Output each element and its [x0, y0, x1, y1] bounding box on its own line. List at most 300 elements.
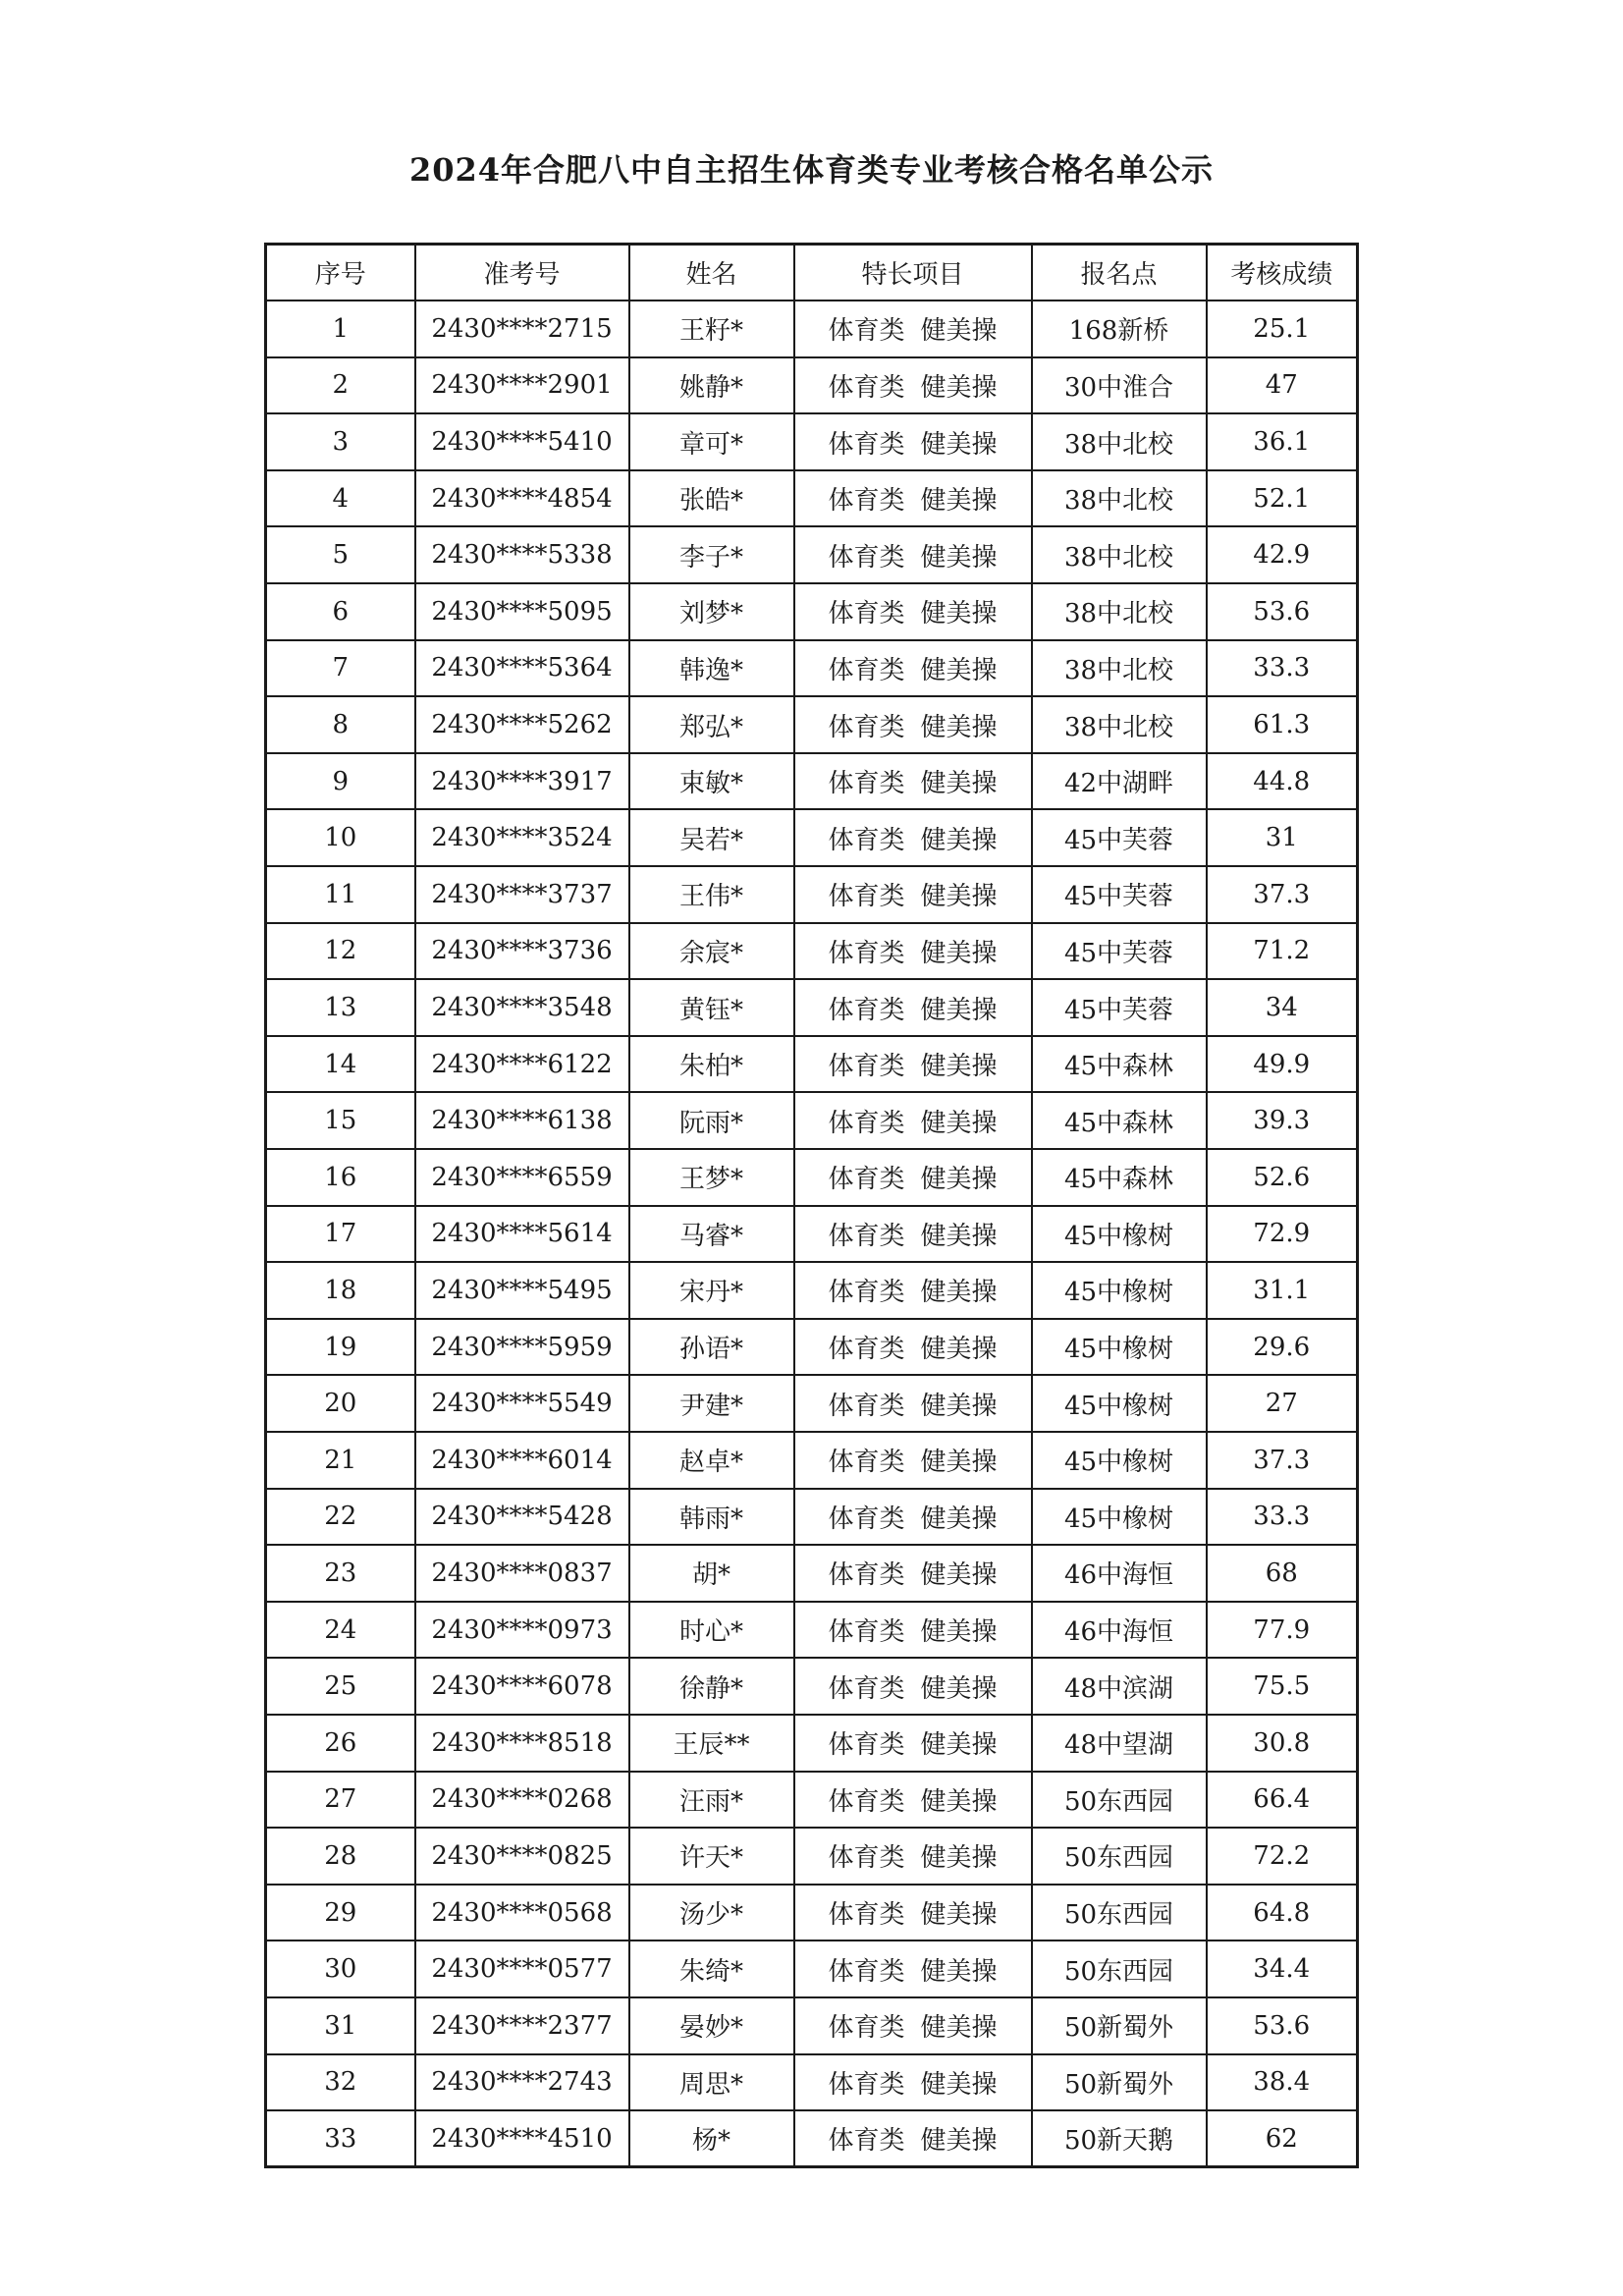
specialty-category: 体育类 — [828, 995, 905, 1025]
cell-specialty — [794, 640, 1032, 697]
cell-seq: 27 — [266, 1772, 415, 1829]
cell-seq: 13 — [266, 979, 415, 1036]
cell-specialty — [794, 1941, 1032, 1997]
specialty-event: 健美操 — [920, 1956, 998, 1987]
cell-exam-id: 2430****3736 — [415, 923, 629, 980]
cell-name: 吴若* — [629, 809, 794, 866]
cell-exam-id: 2430****5495 — [415, 1262, 629, 1319]
cell-site: 30中淮合 — [1032, 357, 1207, 414]
cell-score: 27 — [1207, 1375, 1358, 1432]
cell-site: 38中北校 — [1032, 696, 1207, 753]
cell-seq: 17 — [266, 1206, 415, 1263]
specialty-event: 健美操 — [920, 542, 998, 573]
specialty-category: 体育类 — [828, 486, 905, 517]
cell-specialty — [794, 526, 1032, 583]
cell-exam-id: 2430****3548 — [415, 979, 629, 1036]
header-seq: 序号 — [266, 245, 415, 301]
specialty-event: 健美操 — [920, 712, 998, 742]
cell-site: 50东西园 — [1032, 1772, 1207, 1829]
cell-site: 45中森林 — [1032, 1149, 1207, 1206]
table-row — [266, 640, 1358, 697]
specialty-event: 健美操 — [920, 1673, 998, 1704]
specialty-category: 体育类 — [828, 1786, 905, 1817]
cell-specialty — [794, 413, 1032, 470]
cell-exam-id: 2430****6122 — [415, 1036, 629, 1093]
specialty-event: 健美操 — [920, 1786, 998, 1817]
specialty-category: 体育类 — [828, 1108, 905, 1138]
table-row — [266, 526, 1358, 583]
cell-site: 38中北校 — [1032, 470, 1207, 527]
cell-exam-id: 2430****2901 — [415, 357, 629, 414]
specialty-category: 体育类 — [828, 1956, 905, 1987]
cell-specialty — [794, 1772, 1032, 1829]
cell-specialty — [794, 2054, 1032, 2111]
cell-exam-id: 2430****0837 — [415, 1545, 629, 1602]
specialty-event: 健美操 — [920, 2013, 998, 2044]
cell-site: 50新蜀外 — [1032, 1997, 1207, 2054]
cell-site: 45中橡树 — [1032, 1432, 1207, 1489]
specialty-category: 体育类 — [828, 1052, 905, 1082]
specialty-event: 健美操 — [920, 1560, 998, 1591]
cell-name: 宋丹* — [629, 1262, 794, 1319]
cell-site: 45中芙蓉 — [1032, 866, 1207, 923]
specialty-event: 健美操 — [920, 1900, 998, 1931]
table-row — [266, 1545, 1358, 1602]
cell-specialty — [794, 1602, 1032, 1659]
header-name: 姓名 — [629, 245, 794, 301]
table-row — [266, 583, 1358, 640]
cell-specialty — [794, 1545, 1032, 1602]
specialty-category: 体育类 — [828, 1335, 905, 1365]
table-row — [266, 979, 1358, 1036]
cell-specialty — [794, 357, 1032, 414]
cell-name: 王伟* — [629, 866, 794, 923]
specialty-category: 体育类 — [828, 938, 905, 968]
cell-site: 45中芙蓉 — [1032, 923, 1207, 980]
cell-seq: 11 — [266, 866, 415, 923]
specialty-category: 体育类 — [828, 769, 905, 799]
cell-score: 33.3 — [1207, 640, 1358, 697]
specialty-event: 健美操 — [920, 938, 998, 968]
cell-score: 37.3 — [1207, 866, 1358, 923]
cell-exam-id: 2430****0268 — [415, 1772, 629, 1829]
cell-specialty — [794, 301, 1032, 357]
cell-site: 38中北校 — [1032, 413, 1207, 470]
cell-exam-id: 2430****5959 — [415, 1319, 629, 1376]
cell-specialty — [794, 1092, 1032, 1149]
cell-name: 张皓* — [629, 470, 794, 527]
cell-exam-id: 2430****0825 — [415, 1828, 629, 1885]
table-row — [266, 2054, 1358, 2111]
specialty-event: 健美操 — [920, 769, 998, 799]
table-row — [266, 1997, 1358, 2054]
cell-score: 53.6 — [1207, 583, 1358, 640]
specialty-event: 健美操 — [920, 1503, 998, 1534]
table-row — [266, 1375, 1358, 1432]
specialty-event: 健美操 — [920, 882, 998, 912]
cell-name: 许天* — [629, 1828, 794, 1885]
table-row — [266, 1262, 1358, 1319]
cell-score: 47 — [1207, 357, 1358, 414]
cell-seq: 32 — [266, 2054, 415, 2111]
cell-score: 36.1 — [1207, 413, 1358, 470]
table-row — [266, 470, 1358, 527]
cell-seq: 5 — [266, 526, 415, 583]
cell-exam-id: 2430****5338 — [415, 526, 629, 583]
cell-score: 61.3 — [1207, 696, 1358, 753]
cell-exam-id: 2430****4854 — [415, 470, 629, 527]
cell-name: 杨* — [629, 2110, 794, 2167]
cell-specialty — [794, 1885, 1032, 1941]
specialty-event: 健美操 — [920, 1052, 998, 1082]
cell-site: 45中芙蓉 — [1032, 979, 1207, 1036]
cell-specialty — [794, 1997, 1032, 2054]
cell-specialty — [794, 1206, 1032, 1263]
cell-score: 31 — [1207, 809, 1358, 866]
cell-score: 77.9 — [1207, 1602, 1358, 1659]
cell-name: 汤少* — [629, 1885, 794, 1941]
specialty-category: 体育类 — [828, 1391, 905, 1421]
specialty-category: 体育类 — [828, 655, 905, 685]
cell-name: 韩逸* — [629, 640, 794, 697]
specialty-event: 健美操 — [920, 1843, 998, 1874]
cell-specialty — [794, 1432, 1032, 1489]
table-row — [266, 1036, 1358, 1093]
cell-site: 45中橡树 — [1032, 1262, 1207, 1319]
cell-score: 30.8 — [1207, 1715, 1358, 1772]
cell-score: 52.6 — [1207, 1149, 1358, 1206]
cell-name: 马睿* — [629, 1206, 794, 1263]
specialty-category: 体育类 — [828, 1673, 905, 1704]
cell-site: 46中海恒 — [1032, 1602, 1207, 1659]
cell-exam-id: 2430****0973 — [415, 1602, 629, 1659]
cell-name: 余宸* — [629, 923, 794, 980]
table-row — [266, 1602, 1358, 1659]
cell-seq: 15 — [266, 1092, 415, 1149]
cell-seq: 26 — [266, 1715, 415, 1772]
cell-site: 50东西园 — [1032, 1828, 1207, 1885]
cell-exam-id: 2430****3917 — [415, 753, 629, 810]
cell-site: 45中森林 — [1032, 1092, 1207, 1149]
specialty-event: 健美操 — [920, 1730, 998, 1761]
cell-seq: 16 — [266, 1149, 415, 1206]
cell-site: 45中橡树 — [1032, 1489, 1207, 1546]
cell-seq: 1 — [266, 301, 415, 357]
cell-specialty — [794, 979, 1032, 1036]
cell-site: 50东西园 — [1032, 1941, 1207, 1997]
cell-seq: 22 — [266, 1489, 415, 1546]
specialty-category: 体育类 — [828, 542, 905, 573]
cell-seq: 9 — [266, 753, 415, 810]
cell-site: 50东西园 — [1032, 1885, 1207, 1941]
cell-score: 39.3 — [1207, 1092, 1358, 1149]
cell-name: 王梦* — [629, 1149, 794, 1206]
cell-name: 晏妙* — [629, 1997, 794, 2054]
cell-score: 34 — [1207, 979, 1358, 1036]
specialty-event: 健美操 — [920, 825, 998, 855]
table-row — [266, 1206, 1358, 1263]
cell-score: 49.9 — [1207, 1036, 1358, 1093]
cell-specialty — [794, 470, 1032, 527]
specialty-category: 体育类 — [828, 1843, 905, 1874]
cell-name: 孙语* — [629, 1319, 794, 1376]
cell-specialty — [794, 696, 1032, 753]
cell-seq: 25 — [266, 1658, 415, 1715]
cell-seq: 24 — [266, 1602, 415, 1659]
cell-site: 50新天鹅 — [1032, 2110, 1207, 2167]
results-table — [264, 243, 1359, 2168]
specialty-event: 健美操 — [920, 1617, 998, 1648]
specialty-event: 健美操 — [920, 372, 998, 403]
table-row — [266, 1885, 1358, 1941]
cell-exam-id: 2430****5614 — [415, 1206, 629, 1263]
table-row — [266, 1149, 1358, 1206]
specialty-category: 体育类 — [828, 372, 905, 403]
cell-exam-id: 2430****0577 — [415, 1941, 629, 1997]
specialty-event: 健美操 — [920, 1391, 998, 1421]
cell-specialty — [794, 583, 1032, 640]
cell-site: 45中橡树 — [1032, 1319, 1207, 1376]
cell-exam-id: 2430****2377 — [415, 1997, 629, 2054]
specialty-event: 健美操 — [920, 995, 998, 1025]
specialty-event: 健美操 — [920, 2126, 998, 2157]
cell-site: 45中森林 — [1032, 1036, 1207, 1093]
cell-score: 71.2 — [1207, 923, 1358, 980]
specialty-category: 体育类 — [828, 1165, 905, 1195]
table-row — [266, 2110, 1358, 2167]
specialty-event: 健美操 — [920, 1448, 998, 1478]
cell-exam-id: 2430****2743 — [415, 2054, 629, 2111]
table-row — [266, 1941, 1358, 1997]
cell-seq: 31 — [266, 1997, 415, 2054]
cell-seq: 30 — [266, 1941, 415, 1997]
cell-seq: 33 — [266, 2110, 415, 2167]
cell-site: 38中北校 — [1032, 640, 1207, 697]
cell-seq: 2 — [266, 357, 415, 414]
cell-seq: 3 — [266, 413, 415, 470]
cell-seq: 8 — [266, 696, 415, 753]
specialty-category: 体育类 — [828, 1560, 905, 1591]
cell-specialty — [794, 2110, 1032, 2167]
specialty-category: 体育类 — [828, 1730, 905, 1761]
cell-exam-id: 2430****0568 — [415, 1885, 629, 1941]
cell-site: 46中海恒 — [1032, 1545, 1207, 1602]
cell-score: 25.1 — [1207, 301, 1358, 357]
cell-name: 束敏* — [629, 753, 794, 810]
cell-score: 53.6 — [1207, 1997, 1358, 2054]
table-row — [266, 1489, 1358, 1546]
cell-exam-id: 2430****6138 — [415, 1092, 629, 1149]
cell-specialty — [794, 1658, 1032, 1715]
cell-name: 李子* — [629, 526, 794, 583]
cell-name: 郑弘* — [629, 696, 794, 753]
specialty-event: 健美操 — [920, 655, 998, 685]
specialty-category: 体育类 — [828, 429, 905, 460]
cell-exam-id: 2430****5364 — [415, 640, 629, 697]
specialty-category: 体育类 — [828, 1278, 905, 1308]
cell-score: 37.3 — [1207, 1432, 1358, 1489]
cell-score: 52.1 — [1207, 470, 1358, 527]
cell-score: 33.3 — [1207, 1489, 1358, 1546]
cell-seq: 21 — [266, 1432, 415, 1489]
cell-exam-id: 2430****3737 — [415, 866, 629, 923]
cell-site: 45中橡树 — [1032, 1375, 1207, 1432]
cell-score: 29.6 — [1207, 1319, 1358, 1376]
specialty-event: 健美操 — [920, 1108, 998, 1138]
specialty-event: 健美操 — [920, 1165, 998, 1195]
header-score: 考核成绩 — [1207, 245, 1358, 301]
table-row — [266, 923, 1358, 980]
specialty-category: 体育类 — [828, 825, 905, 855]
cell-name: 王籽* — [629, 301, 794, 357]
cell-name: 胡* — [629, 1545, 794, 1602]
cell-score: 38.4 — [1207, 2054, 1358, 2111]
cell-specialty — [794, 753, 1032, 810]
cell-score: 64.8 — [1207, 1885, 1358, 1941]
cell-seq: 6 — [266, 583, 415, 640]
cell-site: 168新桥 — [1032, 301, 1207, 357]
cell-seq: 23 — [266, 1545, 415, 1602]
page-title: 2024年合肥八中自主招生体育类专业考核合格名单公示 — [408, 151, 1215, 189]
specialty-category: 体育类 — [828, 1221, 905, 1251]
cell-specialty — [794, 1828, 1032, 1885]
cell-site: 45中芙蓉 — [1032, 809, 1207, 866]
specialty-category: 体育类 — [828, 2069, 905, 2100]
specialty-category: 体育类 — [828, 712, 905, 742]
header-site: 报名点 — [1032, 245, 1207, 301]
specialty-event: 健美操 — [920, 1335, 998, 1365]
cell-score: 68 — [1207, 1545, 1358, 1602]
table-row — [266, 1828, 1358, 1885]
table-row — [266, 809, 1358, 866]
cell-specialty — [794, 809, 1032, 866]
cell-score: 62 — [1207, 2110, 1358, 2167]
table-row — [266, 696, 1358, 753]
specialty-category: 体育类 — [828, 882, 905, 912]
table-body — [266, 301, 1358, 2167]
specialty-event: 健美操 — [920, 316, 998, 347]
cell-name: 章可* — [629, 413, 794, 470]
cell-exam-id: 2430****6078 — [415, 1658, 629, 1715]
cell-site: 38中北校 — [1032, 526, 1207, 583]
cell-score: 44.8 — [1207, 753, 1358, 810]
cell-seq: 19 — [266, 1319, 415, 1376]
cell-specialty — [794, 1715, 1032, 1772]
cell-specialty — [794, 1262, 1032, 1319]
specialty-category: 体育类 — [828, 1448, 905, 1478]
cell-name: 姚静* — [629, 357, 794, 414]
cell-name: 赵卓* — [629, 1432, 794, 1489]
specialty-category: 体育类 — [828, 1617, 905, 1648]
cell-name: 时心* — [629, 1602, 794, 1659]
cell-site: 45中橡树 — [1032, 1206, 1207, 1263]
cell-seq: 12 — [266, 923, 415, 980]
cell-site: 48中滨湖 — [1032, 1658, 1207, 1715]
cell-name: 韩雨* — [629, 1489, 794, 1546]
specialty-category: 体育类 — [828, 599, 905, 629]
header-exam-id: 准考号 — [415, 245, 629, 301]
table-row — [266, 753, 1358, 810]
cell-site: 48中望湖 — [1032, 1715, 1207, 1772]
cell-specialty — [794, 1489, 1032, 1546]
cell-seq: 29 — [266, 1885, 415, 1941]
cell-specialty — [794, 1149, 1032, 1206]
cell-seq: 7 — [266, 640, 415, 697]
cell-exam-id: 2430****5262 — [415, 696, 629, 753]
cell-name: 尹建* — [629, 1375, 794, 1432]
cell-name: 朱柏* — [629, 1036, 794, 1093]
specialty-category: 体育类 — [828, 2126, 905, 2157]
cell-exam-id: 2430****5428 — [415, 1489, 629, 1546]
table-header-row — [266, 245, 1358, 301]
table-row — [266, 1772, 1358, 1829]
specialty-category: 体育类 — [828, 1503, 905, 1534]
specialty-event: 健美操 — [920, 1278, 998, 1308]
table-row — [266, 301, 1358, 357]
cell-score: 75.5 — [1207, 1658, 1358, 1715]
cell-score: 42.9 — [1207, 526, 1358, 583]
cell-seq: 10 — [266, 809, 415, 866]
cell-exam-id: 2430****3524 — [415, 809, 629, 866]
cell-seq: 18 — [266, 1262, 415, 1319]
cell-seq: 14 — [266, 1036, 415, 1093]
cell-exam-id: 2430****4510 — [415, 2110, 629, 2167]
specialty-event: 健美操 — [920, 429, 998, 460]
cell-exam-id: 2430****5410 — [415, 413, 629, 470]
cell-specialty — [794, 1375, 1032, 1432]
table-row — [266, 866, 1358, 923]
specialty-event: 健美操 — [920, 486, 998, 517]
cell-seq: 28 — [266, 1828, 415, 1885]
table-row — [266, 1658, 1358, 1715]
cell-exam-id: 2430****6559 — [415, 1149, 629, 1206]
cell-exam-id: 2430****2715 — [415, 301, 629, 357]
cell-specialty — [794, 1319, 1032, 1376]
cell-score: 66.4 — [1207, 1772, 1358, 1829]
cell-score: 72.9 — [1207, 1206, 1358, 1263]
cell-name: 朱绮* — [629, 1941, 794, 1997]
cell-exam-id: 2430****6014 — [415, 1432, 629, 1489]
cell-exam-id: 2430****5095 — [415, 583, 629, 640]
table-row — [266, 1319, 1358, 1376]
cell-name: 黄钰* — [629, 979, 794, 1036]
header-specialty: 特长项目 — [794, 245, 1032, 301]
table-row — [266, 1092, 1358, 1149]
cell-score: 72.2 — [1207, 1828, 1358, 1885]
cell-specialty — [794, 866, 1032, 923]
cell-name: 周思* — [629, 2054, 794, 2111]
cell-site: 42中湖畔 — [1032, 753, 1207, 810]
specialty-category: 体育类 — [828, 1900, 905, 1931]
specialty-event: 健美操 — [920, 2069, 998, 2100]
table-row — [266, 1715, 1358, 1772]
cell-score: 31.1 — [1207, 1262, 1358, 1319]
cell-score: 34.4 — [1207, 1941, 1358, 1997]
table-row — [266, 1432, 1358, 1489]
table-row — [266, 413, 1358, 470]
cell-name: 阮雨* — [629, 1092, 794, 1149]
table-row — [266, 357, 1358, 414]
specialty-category: 体育类 — [828, 316, 905, 347]
cell-specialty — [794, 1036, 1032, 1093]
cell-site: 50新蜀外 — [1032, 2054, 1207, 2111]
cell-seq: 20 — [266, 1375, 415, 1432]
cell-name: 汪雨* — [629, 1772, 794, 1829]
cell-exam-id: 2430****8518 — [415, 1715, 629, 1772]
cell-name: 徐静* — [629, 1658, 794, 1715]
cell-name: 王辰** — [629, 1715, 794, 1772]
specialty-category: 体育类 — [828, 2013, 905, 2044]
